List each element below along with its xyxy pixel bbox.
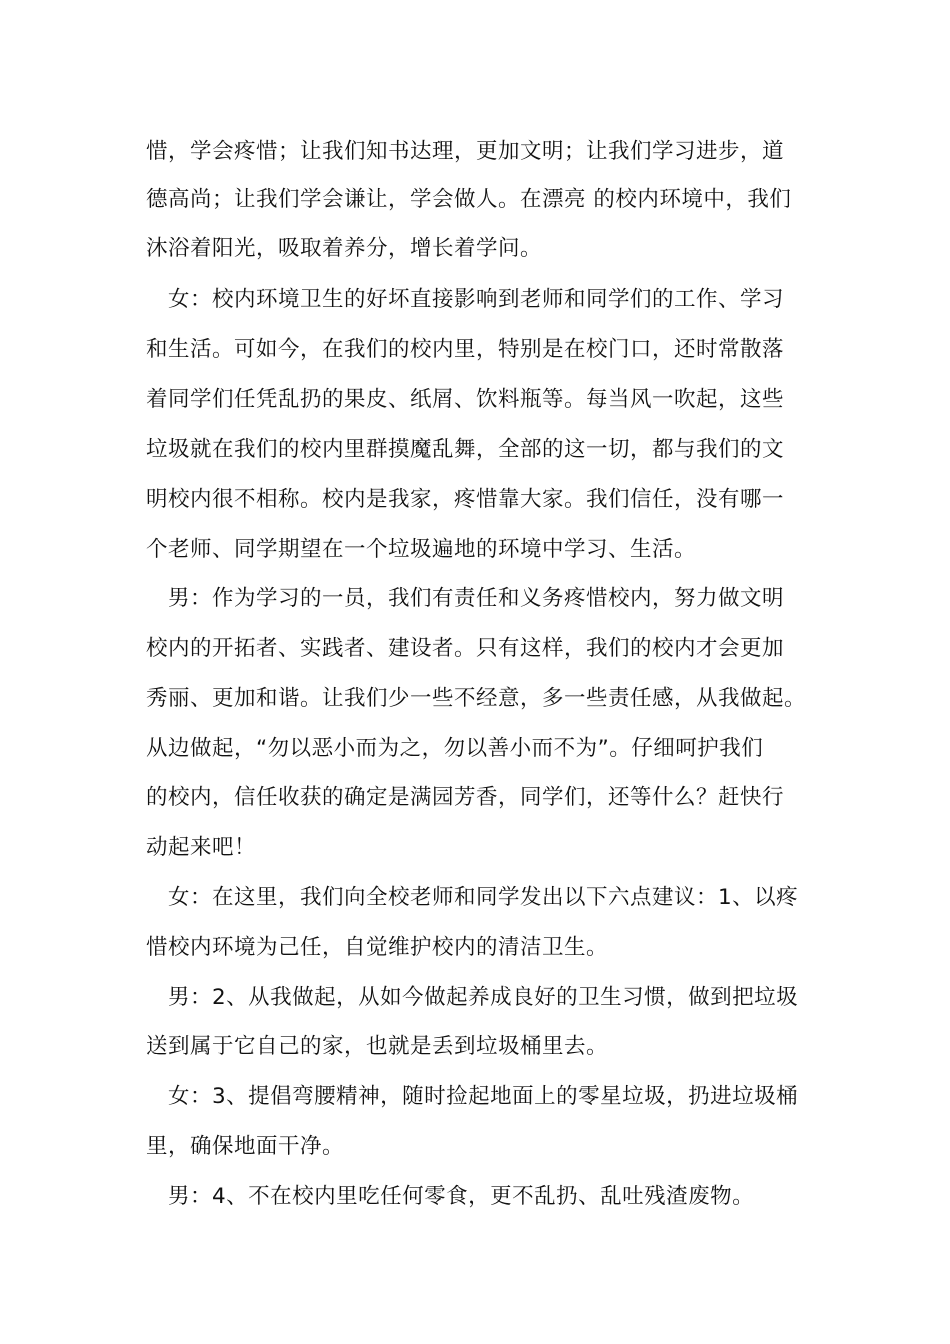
text-line: 女：校内环境卫生的好坏直接影响到老师和同学们的工作、学习	[168, 287, 785, 312]
text-line: 校内的开拓者、实践者、建设者。只有这样，我们的校内才会更加	[146, 636, 785, 661]
text-line: 的校内，信任收获的确定是满园芳香，同学们，还等什么？赶快行	[146, 785, 785, 810]
text-line: 男：作为学习的一员，我们有责任和义务疼惜校内，努力做文明	[168, 586, 785, 611]
text-line: 明校内很不相称。校内是我家，疼惜靠大家。我们信任，没有哪一	[146, 487, 785, 512]
text-line: 惜校内环境为己任，自觉维护校内的清洁卫生。	[146, 935, 609, 960]
text-line: 女：3、提倡弯腰精神，随时捡起地面上的零星垃圾，扔进垃圾桶	[168, 1084, 799, 1109]
text-line: 里，确保地面干净。	[146, 1134, 345, 1159]
text-line: 沐浴着阳光，吸取着养分，增长着学问。	[146, 236, 543, 261]
text-line: 动起来吧！	[146, 835, 257, 860]
text-line: 女：在这里，我们向全校老师和同学发出以下六点建议：1、以疼	[168, 885, 799, 910]
text-line: 着同学们任凭乱扔的果皮、纸屑、饮料瓶等。每当风一吹起，这些	[146, 387, 785, 412]
text-line: 秀丽、更加和谐。让我们少一些不经意，多一些责任感，从我做起。	[146, 686, 807, 711]
text-line: 和生活。可如今，在我们的校内里，特别是在校门口，还时常散落	[146, 337, 785, 362]
text-line: 德高尚；让我们学会谦让，学会做人。在漂亮 的校内环境中，我们	[146, 187, 792, 212]
text-line: 男：2、从我做起，从如今做起养成良好的卫生习惯，做到把垃圾	[168, 985, 799, 1010]
text-line: 惜，学会疼惜；让我们知书达理，更加文明；让我们学习进步，道	[146, 139, 785, 164]
text-line: 垃圾就在我们的校内里群摸魔乱舞，全部的这一切，都与我们的文	[146, 437, 785, 462]
text-line: 个老师、同学期望在一个垃圾遍地的环境中学习、生活。	[146, 537, 697, 562]
text-line: 送到属于它自己的家，也就是丢到垃圾桶里去。	[146, 1034, 609, 1059]
text-line: 男：4、不在校内里吃任何零食，更不乱扔、乱吐残渣废物。	[168, 1184, 755, 1209]
text-line: 从边做起，“勿以恶小而为之，勿以善小而不为”。仔细呵护我们	[146, 736, 764, 761]
